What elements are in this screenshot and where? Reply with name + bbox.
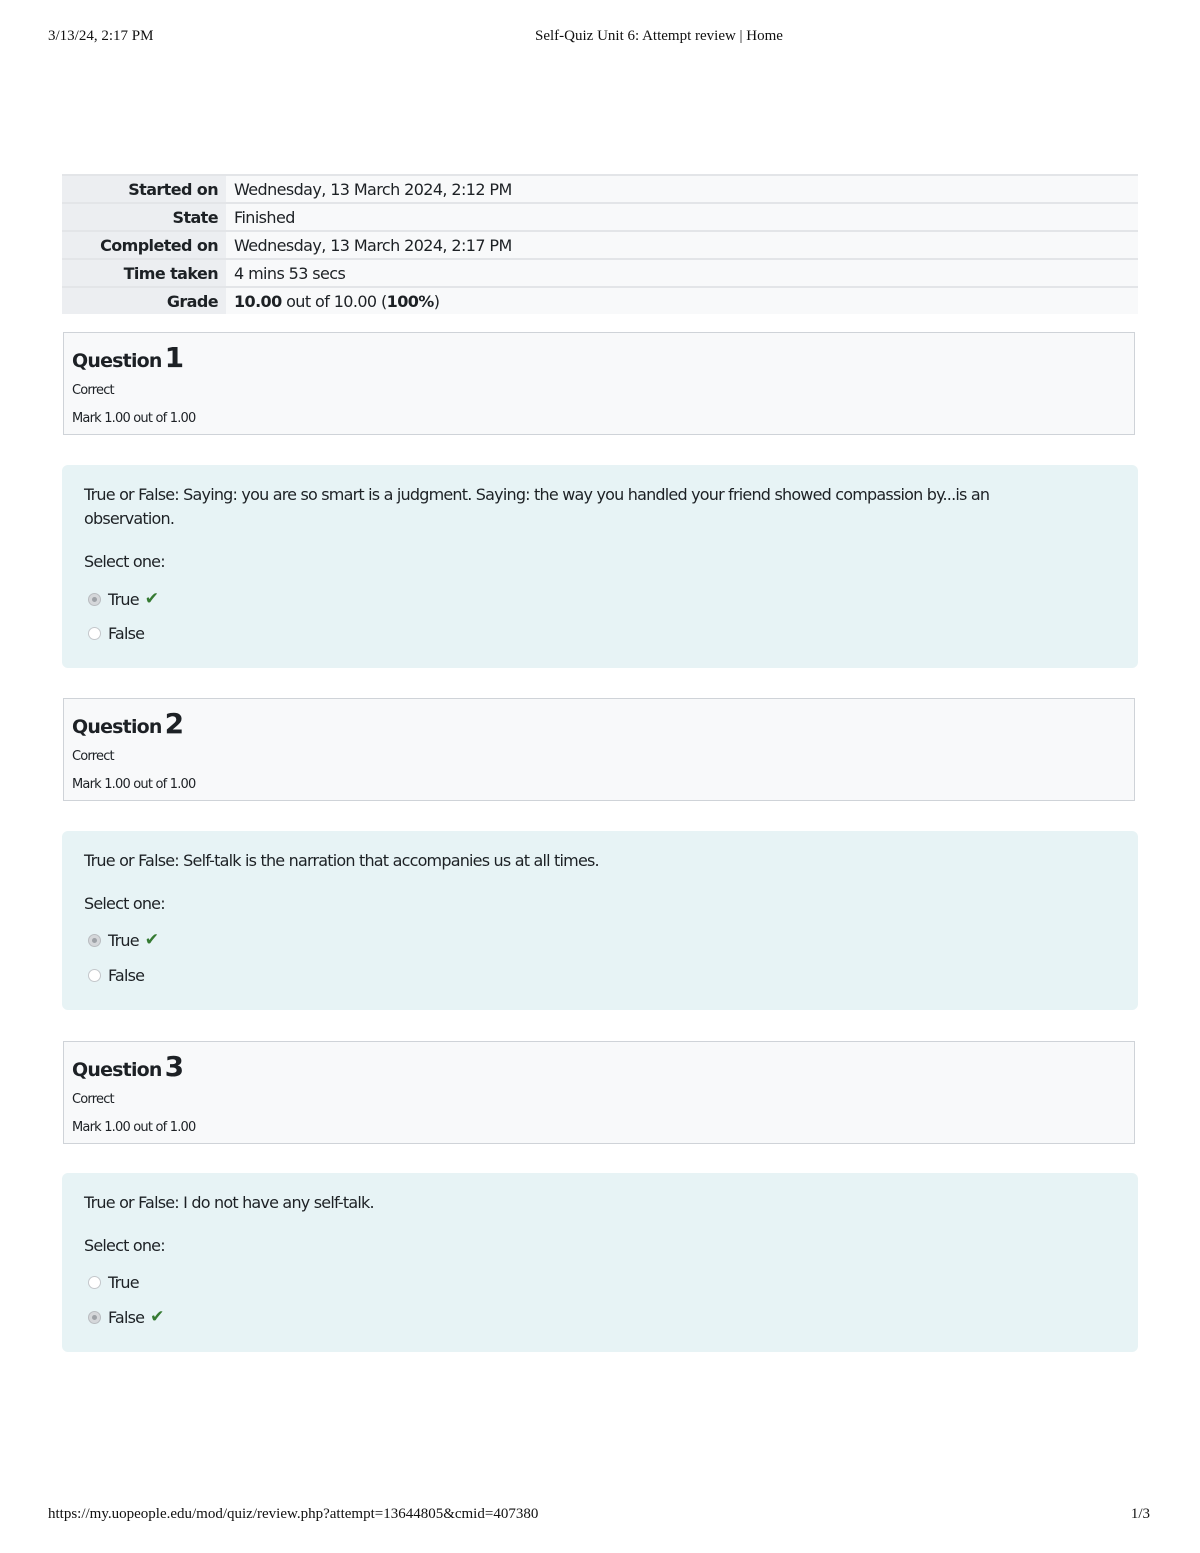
question-2-text: True or False: Self-talk is the narration that accompanies us at all times.: [84, 851, 599, 870]
completed-on-label: Completed on: [62, 231, 226, 259]
question-3-option-true[interactable]: [88, 1271, 139, 1293]
option-label: False: [108, 623, 145, 643]
grade-close: ): [433, 291, 440, 311]
question-3-title: [72, 1050, 184, 1083]
grade-out-of: out of 10.00 (: [281, 291, 387, 311]
summary-row-started: [62, 175, 1138, 203]
summary-row-grade: [62, 287, 1138, 314]
radio-button-selected[interactable]: [88, 593, 101, 606]
question-number: 3: [164, 1050, 185, 1083]
print-footer: [48, 1506, 1150, 1526]
print-page-title: Self-Quiz Unit 6: Attempt review | Home: [535, 28, 783, 44]
summary-row-time: [62, 259, 1138, 287]
question-2-option-true[interactable]: [88, 929, 158, 951]
radio-button-selected[interactable]: [88, 1311, 101, 1324]
summary-row-completed: [62, 231, 1138, 259]
grade-value: [226, 287, 1138, 314]
started-on-label: Started on: [62, 175, 226, 203]
question-3-prompt: Select one:: [84, 1236, 165, 1255]
question-1-formulation: [62, 465, 1138, 668]
question-label: Question: [72, 350, 162, 372]
option-label: True: [108, 589, 139, 609]
question-number: 1: [164, 341, 185, 374]
question-1-option-false[interactable]: [88, 622, 144, 644]
check-icon: ✔: [144, 930, 159, 950]
question-1-text: True or False: Saying: you are so smart is a judgment. Saying: the way you handled your friend showed compassion by...is an observation.: [84, 485, 990, 528]
radio-button-selected[interactable]: [88, 934, 101, 947]
option-label: True: [108, 1272, 139, 1292]
state-label: State: [62, 203, 226, 231]
question-2-mark: Mark 1.00 out of 1.00: [72, 777, 196, 792]
question-1-option-true[interactable]: [88, 588, 158, 610]
radio-button[interactable]: [88, 1276, 101, 1289]
radio-button[interactable]: [88, 627, 101, 640]
radio-button[interactable]: [88, 969, 101, 982]
grade-score: 10.00: [234, 291, 282, 311]
print-url: https://my.uopeople.edu/mod/quiz/review.php?attempt=13644805&cmid=407380: [48, 1506, 539, 1522]
question-2-prompt: Select one:: [84, 894, 165, 913]
print-page-number: 1/3: [1130, 1506, 1150, 1522]
question-2-info: [63, 698, 1135, 801]
option-label: False: [108, 965, 145, 985]
question-3-info: [63, 1041, 1135, 1144]
question-2-state: Correct: [72, 749, 114, 764]
grade-percent: 100%: [386, 291, 434, 311]
grade-label: Grade: [62, 287, 226, 314]
option-label: True: [108, 930, 139, 950]
time-taken-label: Time taken: [62, 259, 226, 287]
question-1-state: Correct: [72, 383, 114, 398]
question-2-option-false[interactable]: [88, 964, 144, 986]
print-header: [48, 28, 1150, 48]
question-2-title: [72, 707, 184, 740]
question-3-state: Correct: [72, 1092, 114, 1107]
question-label: Question: [72, 1059, 162, 1081]
summary-row-state: [62, 203, 1138, 231]
option-label: False: [108, 1307, 145, 1327]
question-1-mark: Mark 1.00 out of 1.00: [72, 411, 196, 426]
check-icon: ✔: [150, 1307, 164, 1327]
question-3-option-false[interactable]: [88, 1306, 164, 1328]
state-value: Finished: [226, 203, 1138, 231]
question-label: Question: [72, 716, 162, 738]
question-3-text: True or False: I do not have any self-talk.: [84, 1193, 374, 1212]
time-taken-value: 4 mins 53 secs: [226, 259, 1138, 287]
attempt-summary-table: [62, 174, 1138, 314]
question-2-formulation: [62, 831, 1138, 1010]
check-icon: ✔: [144, 589, 159, 609]
question-3-mark: Mark 1.00 out of 1.00: [72, 1120, 196, 1135]
question-1-title: [72, 341, 184, 374]
print-datetime: 3/13/24, 2:17 PM: [48, 28, 154, 44]
completed-on-value: Wednesday, 13 March 2024, 2:17 PM: [226, 231, 1138, 259]
question-number: 2: [164, 707, 185, 740]
started-on-value: Wednesday, 13 March 2024, 2:12 PM: [226, 175, 1138, 203]
question-3-formulation: [62, 1173, 1138, 1352]
question-1-info: [63, 332, 1135, 435]
question-1-prompt: Select one:: [84, 552, 165, 571]
